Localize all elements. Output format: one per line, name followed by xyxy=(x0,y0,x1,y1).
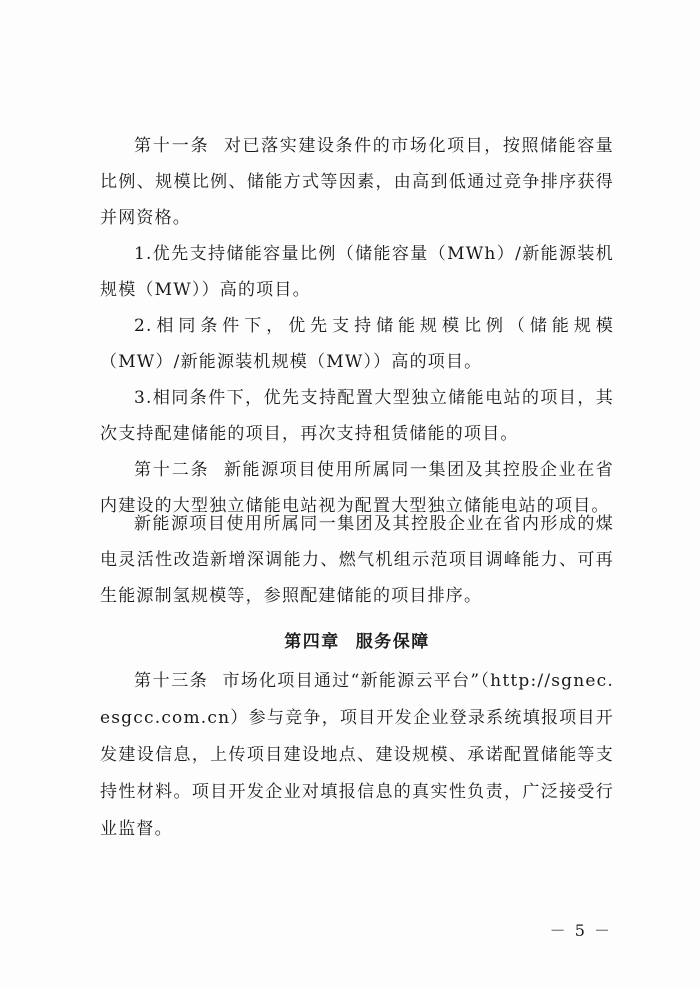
article-12-label: 第十二条 xyxy=(134,460,210,480)
item-1: 1.优先支持储能容量比例（储能容量（MWh）/新能源装机规模（MW））高的项目。 xyxy=(100,244,614,300)
chapter-number: 第四章 xyxy=(284,632,340,652)
chapter-heading xyxy=(100,624,614,660)
article-12-continued xyxy=(100,506,614,614)
page-number: － 5 － xyxy=(549,921,612,940)
article-13-text: 市场化项目通过“新能源云平台”（http://sgnec.esgcc.com.cn）参与竞争，项目开发企业登录系统填报项目开发建设信息，上传项目建设地点、建设规模、承诺配置储能等支持性材料。项目开发企业对填报信息的真实性负责，广泛接受行业监督。 xyxy=(100,671,614,839)
article-11-paragraph xyxy=(100,128,614,236)
article-11-section xyxy=(100,128,614,524)
article-13-paragraph xyxy=(100,663,614,848)
article-12-text: 新能源项目使用所属同一集团及其控股企业在省内建设的大型独立储能电站视为配置大型独立储能电站的项目。 xyxy=(100,460,615,516)
article-12-paragraph-2: 新能源项目使用所属同一集团及其控股企业在省内形成的煤电灵活性改造新增深调能力、燃气机组示范项目调峰能力、可再生能源制氢规模等，参照配建储能的项目排序。 xyxy=(100,514,614,606)
article-13-section xyxy=(100,663,614,848)
item-3: 3.相同条件下，优先支持配置大型独立储能电站的项目，其次支持配建储能的项目，再次支持租赁储能的项目。 xyxy=(100,388,614,444)
article-11-text: 对已落实建设条件的市场化项目，按照储能容量比例、规模比例、储能方式等因素，由高到低通过竞争排序获得并网资格。 xyxy=(100,136,615,228)
article-13-label: 第十三条 xyxy=(134,671,209,691)
article-11-label: 第十一条 xyxy=(134,136,210,156)
item-2: 2.相同条件下，优先支持储能规模比例（储能规模（MW）/新能源装机规模（MW））高的项目。 xyxy=(100,316,614,372)
chapter-title: 服务保障 xyxy=(355,632,430,652)
